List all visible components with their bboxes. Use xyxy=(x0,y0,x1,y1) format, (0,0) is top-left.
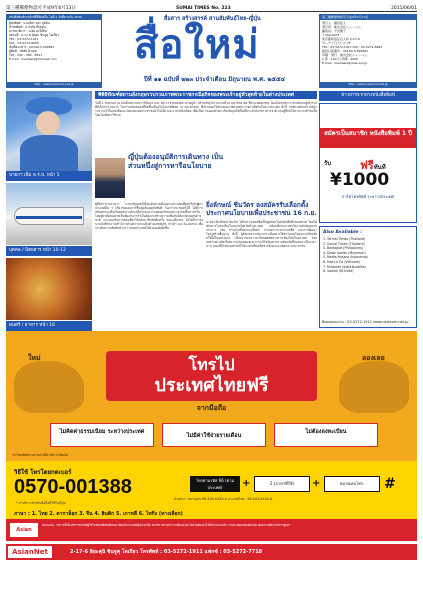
info-line: 発行人：鎌田紀人 xyxy=(322,21,347,25)
story-headline[interactable]: ญี่ปุ่นต้องอนุมัติการเดินทาง เป็นส่วนหนึ่งสู่การหารือนโยบาย xyxy=(128,153,224,170)
top-strip xyxy=(6,6,417,12)
info-line: 〒169-0073 xyxy=(322,33,340,37)
access-number[interactable]: 0570-001388 xyxy=(14,476,132,498)
tagline: สื่อสาร สร้างสรรค์ สานสัมพันธ์ไทย-ญี่ปุ่น xyxy=(164,16,261,22)
info-line: E-mail : mediasia@newcom.jp xyxy=(322,61,368,65)
train-photo xyxy=(6,183,92,245)
issue-code: SUMAI TIMES No. 223 xyxy=(176,6,231,11)
ad-subheadline: จากมือถือ xyxy=(196,404,227,412)
info-line: 印刷・発行：株式会社ニューコム xyxy=(322,53,368,57)
publisher-info-body xyxy=(7,20,101,62)
footer-contact: 2-17-6 ฮิยะคุนิ ชินจูคุ โตเกียว โทรศัพท์ : 03-5272-1911 แฟกซ์ : 03-5272-7718 xyxy=(70,549,263,555)
website-link[interactable]: http : www.newcom-net.jp xyxy=(7,82,101,87)
phone-card-advert[interactable] xyxy=(6,331,417,541)
list-item: 3. Balitaglat (Philippines) xyxy=(323,246,363,251)
promo-receive-label: รับ xyxy=(324,160,332,167)
dial-example: ตัวอย่าง : หมายเลข 66-XXX-XXXX-# ประเทศไทย : 66-XXX-XXXX-# xyxy=(174,497,273,501)
phone-number-step: หมายเลขโทร. xyxy=(324,476,380,492)
country-code-step: โทรตามรหัส 66 (ตามประเทศ) xyxy=(190,476,240,492)
info-line: ผู้พิมพ์ : บริษัท นิวเอช xyxy=(9,49,37,53)
publication-list xyxy=(323,237,413,274)
feature-no-fee: ไม่คิดค่าธรรมเนียม ระหว่างประเทศ xyxy=(50,423,154,447)
info-line: E-mail : mediasia@hotmail.com xyxy=(9,57,57,61)
list-item: 6. Hao Lu Ca (Vietnam) xyxy=(323,259,361,264)
promo-description: การ์ดโทรศัพท์ ระหว่างประเทศ xyxy=(341,194,395,199)
publisher-info-header: หนังสือพิมพ์รายปักษ์ที่ตีพิมพ์ใน ไอที 2 วันที่ตามวัน 2550 xyxy=(7,15,101,20)
info-line: ผู้จัดพิมพ์ : บ.นเนียร์ และ ลูมิมิน xyxy=(9,21,50,25)
list-item: 4. Dawn Iaaran (Myanmar) xyxy=(323,250,366,255)
info-line: TEL : 03-5272-1911 FAX : 03-5272-8965 xyxy=(322,45,383,49)
how-to-call-label: วิธีใช้ โทรโดยกดเบอร์ xyxy=(14,469,72,476)
ad-headline: ประเทศไทยฟรี xyxy=(154,375,269,396)
feature-no-monthly: ไม่มีค่าใช้จ่ายรายเดือน xyxy=(162,423,266,447)
info-line: FAX : 03-5272-8965 xyxy=(9,41,39,45)
story-headline[interactable]: ยิ่งลักษณ์ ชินวัตร ลงสมัครรับเลือกตั้ง ประกาศนโยบายเพื่อประชาชน 16 ก.ย. xyxy=(206,201,317,217)
list-item: 7. Mulanrer (India-Buddha) xyxy=(323,264,366,269)
info-line: สถานที่ : 2-17-6 คิยุตะ ชินจูคุ โตเกียว xyxy=(9,33,59,37)
publisher-info-thai xyxy=(6,14,102,88)
publisher-info-japanese xyxy=(319,14,417,88)
food-photo xyxy=(6,258,92,320)
new-badge: ใหม่ xyxy=(28,354,41,362)
publisher-info-body xyxy=(320,20,416,66)
list-item: 2. Sumai Times (Thailand) xyxy=(323,241,365,246)
newspaper-logo: สื่อใหม่ xyxy=(134,21,260,68)
promo-header: ข่าวสารจากทางหนังสือพิมพ์ xyxy=(319,91,417,101)
info-line: TEL : 03-5272-1911 xyxy=(9,37,39,41)
lead-headline[interactable]: พิพิธิทัณฑ์สถานอังกฤษรวบรวมภาพพระราชกรณียกิจของพระเจ้าอยู่หัวสุดท้ายในต่างประเทศ xyxy=(95,91,317,99)
permit-text: 第三種郵便物認可平成9年6月13日 xyxy=(6,6,76,11)
plus-sign: + xyxy=(312,478,321,489)
info-line: โทร : 042 - 380 - 8811 xyxy=(9,53,43,57)
feature-no-register: ไม่ต้องลงทะเบียน xyxy=(274,423,378,447)
photo-caption[interactable]: บุคคล / นิตยสาร หน้า 10-12 xyxy=(6,246,92,256)
ad-headline: โทรไป xyxy=(188,355,235,374)
info-line: บัญชีธนาคาร : 00140-3-599681 xyxy=(9,45,55,49)
story-text: นางสาวยิ่งลักษณ์ ชินวัตร ได้รับการเสนอชื่อเป็นผู้สมัครในลำดับที่หนึ่งของพรรค โดยได้เดินทางไปหาเสียงในหลายจังหวัดทั่วประเทศ พร้อมทั้งประกาศนโยบายสำคัญหลายประการ เช่น การปรับขึ้นค่าแรงขั้นต่ำ การลดภาระค่าครองชีพ และการพัฒนาโครงสร้างพื้นฐาน ทั้งนี้ ผู้สังเกตการณ์ทางการเมืองต่างให้ความสนใจต่อการเลือกตั้งครั้งนี้เป็นอย่างมาก เนื่องจากคาดว่าจะมีผลต่อทิศทางการเมืองไทยในอนาคต โดยเฉพาะอย่างยิ่งเรื่องความปรองดองและการแก้ไขปัญหาความขัดแย้งที่สะสมมาเป็นเวลานาน ขณะที่อีกหลายพรรคก็ได้เร่งหาเสียงเพื่อช่วงชิงคะแนนนิยมจากประชาชน xyxy=(206,220,317,248)
fineprint-text: หมายเหตุ : บริการนี้เป็นบริการสำหรับผู้ใช้โทรศัพท์มือถือที่ลงทะเบียนในประเทศญี่ปุ่นเท่านั้น ค่าบริการอาจมีการเปลี่ยนแปลงโดยไม่ต้องแจ้งให้ทราบล่วงหน้า รายละเอียดเพิ่มเติมกรุณาสอบถามที่ฝ่ายบริการลูกค้า xyxy=(42,523,291,527)
ad-note: *ค่าโทรศัพท์บางส่วนอาจมีค่าบริการเพิ่มเติม xyxy=(12,453,69,457)
info-line: 1 部 : 100 円 年間 : 4000 xyxy=(322,57,358,61)
info-line: ガーデン日下ビル 7F xyxy=(322,41,351,45)
prime-minister-photo xyxy=(95,158,125,198)
asian-logo: Asian xyxy=(10,523,38,537)
issue-line: ปีที่ ๑๑ ฉบับที่ ๒๒๓ ประจำเดือน มิถุนายน พ.ศ. ๒๕๕๔ xyxy=(144,76,286,83)
info-line: 編集長：千田朗子 xyxy=(322,29,347,33)
info-line: 東京都新宿区百人町 2-17-6 xyxy=(322,37,360,41)
website-link[interactable]: http : www.newcom-net.jp xyxy=(320,82,416,87)
promo-amount: ¥1000 xyxy=(330,170,390,190)
subscribe-banner[interactable]: สมัครเป็นสมาชิก หนังสือพิมพ์ 1 ปี xyxy=(320,128,416,148)
publisher-info-header: 第三種郵便物認可平成9年6月13日 xyxy=(320,15,416,20)
info-line: 振替口座番号：00140-3-599681 xyxy=(322,49,369,53)
info-line: บรรณาธิการ : บ.อิน เนวี่ย์ลิน xyxy=(9,29,47,33)
publication-date: 2011/06/01 xyxy=(391,6,417,11)
free-word: ฟรี xyxy=(360,159,374,172)
story-text: ผู้สื่อข่าวรายงานว่า นายกรัฐมนตรีญี่ปุ่นเดินทางเยือนต่างประเทศเพื่อหารือกับผู้นำประเทศอื่น ๆ เกี่ยวกับแผนการฟื้นฟูหลังเหตุภัยพิบัติ ในการประชุมครั้งนี้ ได้มีการหยิบยกประเด็นเรื่องพลังงานนิวเคลียร์และความปลอดภัยของประชาชนขึ้นมาหารือ โดยผู้นำทั้งสองฝ่ายเห็นพ้องกันว่าจำเป็นต้องเร่งสร้างความเชื่อมั่นให้แก่นักลงทุนต่างชาติ และส่งเสริมการท่องเที่ยวให้กลับมาคึกคักอีกครั้ง ขณะเดียวกัน ยังได้มีการลงนามบันทึกความเข้าใจว่าด้วยความร่วมมือด้านเศรษฐกิจ การค้า และวัฒนธรรม เพื่อกระชับความสัมพันธ์ระหว่างสองประเทศให้แน่นแฟ้นยิ่งขึ้น xyxy=(95,202,203,230)
language-list: ภาษา : 1. ไทย 2. ตากาล็อก 3. จีน 4. ฮินดิก 5. เกาหลี 6. ไทกิ่ง (ทางเลือก) xyxy=(14,511,183,517)
list-item: 1. Tarmai Times (Thailand) xyxy=(323,237,366,241)
plus-sign: + xyxy=(242,478,251,489)
photo-caption[interactable]: ดนตรี / อาหาร หน้า 16 xyxy=(6,321,92,331)
free-suffix: ทันที xyxy=(373,164,386,171)
lead-article-text: วันที่ 1 มิถุนายน ณ สมเด็จพระบรมราชินีนาถ และ พระราชวังของพระเจ้าอยู่หัว ได้รับเชิญไปร่วมงานที่ ณ มหาวิทยาลัย ที่ประเทศอังกฤษ โดยมีเหล่าพระราชวงศ์และผู้เข้าร่วมพิธีเป็นจำนวนมาก ในการเฉลิมฉลองที่จัดขึ้นเนื่องในโอกาสพิเศษ ณ พระตำหนัก ซึ่งกำหนดให้นำเสนอภาพถ่ายพระราชกรณียกิจในต่างประเทศ ทั้งนี้ ภาพถ่ายดังกล่าวได้ถูกรวบรวมไว้ในหนังสือและจัดแสดงต่อประชาชนทั่วไปเป็นระยะเวลาหนึ่งเดือน เพื่อเป็นการเผยแพร่พระเกียรติคุณให้เป็นที่ประจักษ์แก่ชาวต่างชาติ และผู้ที่สนใจสามารถเข้าชมได้โดยไม่เสียค่าใช้จ่าย xyxy=(95,101,317,117)
asiannet-logo: AsianNet xyxy=(8,546,52,558)
list-item: 8. Sawati (Hi-India) xyxy=(323,269,354,274)
contact-line: ติดต่อสอบถาม : 03-5272-1911 www.newcom-net.jp xyxy=(322,320,409,324)
photo-caption[interactable]: นายกฯ เพิ่ม พ.ร.บ. หน้า 5 xyxy=(6,171,92,181)
info-line: สำนักพิมพ์ : บ.จำกัด ทีเคคุณ xyxy=(9,25,47,29)
masthead-logo-area xyxy=(104,14,317,88)
hash-key: # xyxy=(384,476,396,492)
also-available-box xyxy=(319,226,417,328)
language-step: 2 (ภาษาที่ใช้) xyxy=(254,476,310,492)
info-line: 発行所：株式会社ニューコム xyxy=(322,25,362,29)
queen-photo xyxy=(6,91,92,171)
list-item: 5. Media Nusara (Indonesia) xyxy=(323,255,368,260)
try-badge: ลองเลย xyxy=(362,354,385,362)
call-note: * ค่าบริการสำหรับมือถือที่ใช้ในญี่ปุ่น xyxy=(16,501,66,505)
also-available-title: Also Available : xyxy=(323,230,362,235)
